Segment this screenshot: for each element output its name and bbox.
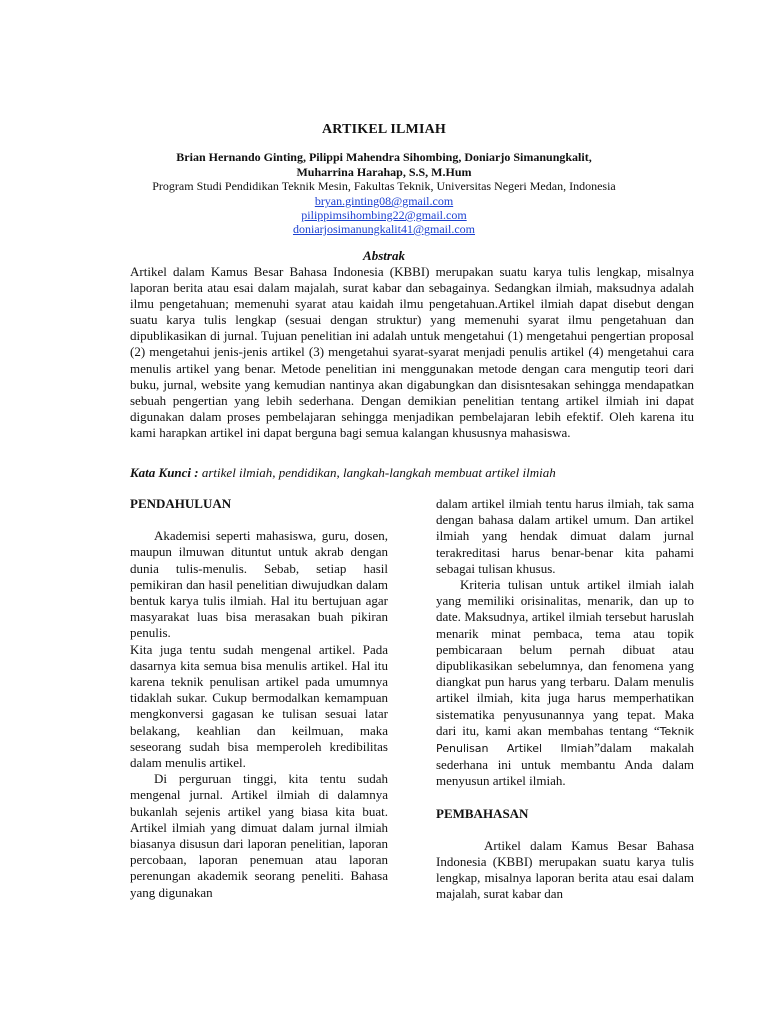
paragraph: Di perguruan tinggi, kita tentu sudah mengenal jurnal. Artikel ilmiah di dalamnya bukanlah sejenis artikel yang biasa kita buat. Artikel ilmiah yang dimuat dalam jurnal ilmiah biasanya disusun dari laporan penelitian, laporan percobaan, laporan penemuan atau laporan perenungan akademik seorang peneliti. Bahasa yang digunakan (130, 771, 388, 900)
email-list (200, 194, 568, 236)
paragraph: Akademisi seperti mahasiswa, guru, dosen, maupun ilmuwan dituntut untuk akrab dengan dunia tulis-menulis. Sebab, setiap hasil pemikiran dan hasil penelitian diwujudkan dalam bentuk karya tulis ilmiah. Hal itu bertujuan agar masyarakat luas bisa merasakan buah pikiran penulis. (130, 528, 388, 641)
affiliation: Program Studi Pendidikan Teknik Mesin, Fakultas Teknik, Universitas Negeri Medan, Indonesia (152, 179, 616, 193)
paragraph: Artikel dalam Kamus Besar Bahasa Indonesia (KBBI) merupakan suatu karya tulis lengkap, misalnya laporan berita atau esai dalam majalah, surat kabar dan (436, 837, 694, 902)
paragraph-text: ”dalam makalah sederhana ini untuk membantu Anda dalam menyusun artikel ilmiah. (436, 740, 694, 789)
paper-title: ARTIKEL ILMIAH (321, 122, 447, 137)
right-column (436, 496, 694, 903)
abstract-heading: Abstrak (363, 248, 405, 263)
author-line-1: Brian Hernando Ginting, Pilippi Mahendra Sihombing, Doniarjo Simanungkalit, (176, 150, 592, 164)
section-heading-pembahasan: PEMBAHASAN (436, 805, 529, 821)
author-list (100, 150, 668, 180)
abstract-text: Artikel dalam Kamus Besar Bahasa Indonesia (KBBI) merupakan suatu karya tulis lengkap, misalnya laporan berita atau esai dalam majalah, surat kabar dan sebagainya. Sedangkan ilmiah, maksudnya adalah ilmu pengetahuan; memenuhi syarat atau kaidah ilmu pengetahuan.Artikel ilmiah dapat disebut dengan suatu karya tulis lengkap (sesuai dengan struktur) yang memenuhi syarat ilmu pengetahuan dan dipublikasikan di jurnal. Tujuan penelitian ini adalah untuk mengetahui (1) mengetahui pengertian proposal (2) mengetahui jenis-jenis artikel (3) mengetahui syarat-syarat menjadi penulis artikel (4) mengetahui cara menulis artikel yang benar. Metode penelitian ini menggunakan metode dengan cara mengutip teori dari buku, jurnal, website yang kemudian nantinya akan digabungkan dan disisntesakan sehingga mendapatkan sebuah pengertian yang lebih sederhana. Dengan demikian penelitian tentang artikel ilmiah ini dapat digunakan dalam proses pembelajaran sehingga menjadikan pembelajaran lebih efektif. Oleh karena itu kami harapkan artikel ini dapat berguna bagi semua kalangan khususnya mahasiswa. (130, 264, 694, 440)
email-link-3[interactable]: doniarjosimanungkalit41@gmail.com (292, 222, 476, 236)
quoted-title: Teknik Penulisan Artikel Ilmiah (436, 724, 694, 756)
left-column (130, 496, 388, 901)
paragraph: Kita juga tentu sudah mengenal artikel. Pada dasarnya kita semua bisa menulis artikel. Hal itu karena teknik penulisan artikel pada umumnya tidaklah sukar. Cukup bermodalkan kemampuan mengkonversi gagasan ke tulisan sesuai latar belakang, keahlian dan keilmuan, maka seseorang sudah bisa memperoleh kredibilitas dalam menulis artikel. (130, 641, 388, 771)
paragraph: dalam artikel ilmiah tentu harus ilmiah, tak sama dengan bahasa dalam artikel umum. Dan artikel ilmiah yang hendak dimuat dalam jurnal terakreditasi harus benar-benar kita pahami sebagai tulisan khusus. (436, 496, 694, 576)
keywords-label: Kata Kunci : (130, 465, 199, 480)
email-link-2[interactable]: pilippimsihombing22@gmail.com (301, 208, 467, 222)
email-link-1[interactable]: bryan.ginting08@gmail.com (314, 194, 454, 208)
keywords-value: artikel ilmiah, pendidikan, langkah-langkah membuat artikel ilmiah (201, 465, 556, 480)
paragraph (436, 577, 694, 790)
author-line-2: Muharrina Harahap, S.S, M.Hum (296, 165, 472, 179)
section-heading-pendahuluan: PENDAHULUAN (130, 496, 232, 511)
keywords (130, 465, 694, 481)
paragraph-text: Kriteria tulisan untuk artikel ilmiah ialah yang memiliki orisinalitas, menarik, dan up to date. Maksudnya, artikel ilmiah tersebut haruslah menarik minat pembaca, tema atau topik pembicaraan belum pernah dibuat atau dipublikasikan sebelumnya, dan fenomena yang diangkat pun harus yang terbaru. Dalam menulis artikel ilmiah, kita juga harus memperhatikan sistematika penyusunannya yang tepat. Maka dari itu, kami akan membahas tentang “ (436, 577, 694, 738)
